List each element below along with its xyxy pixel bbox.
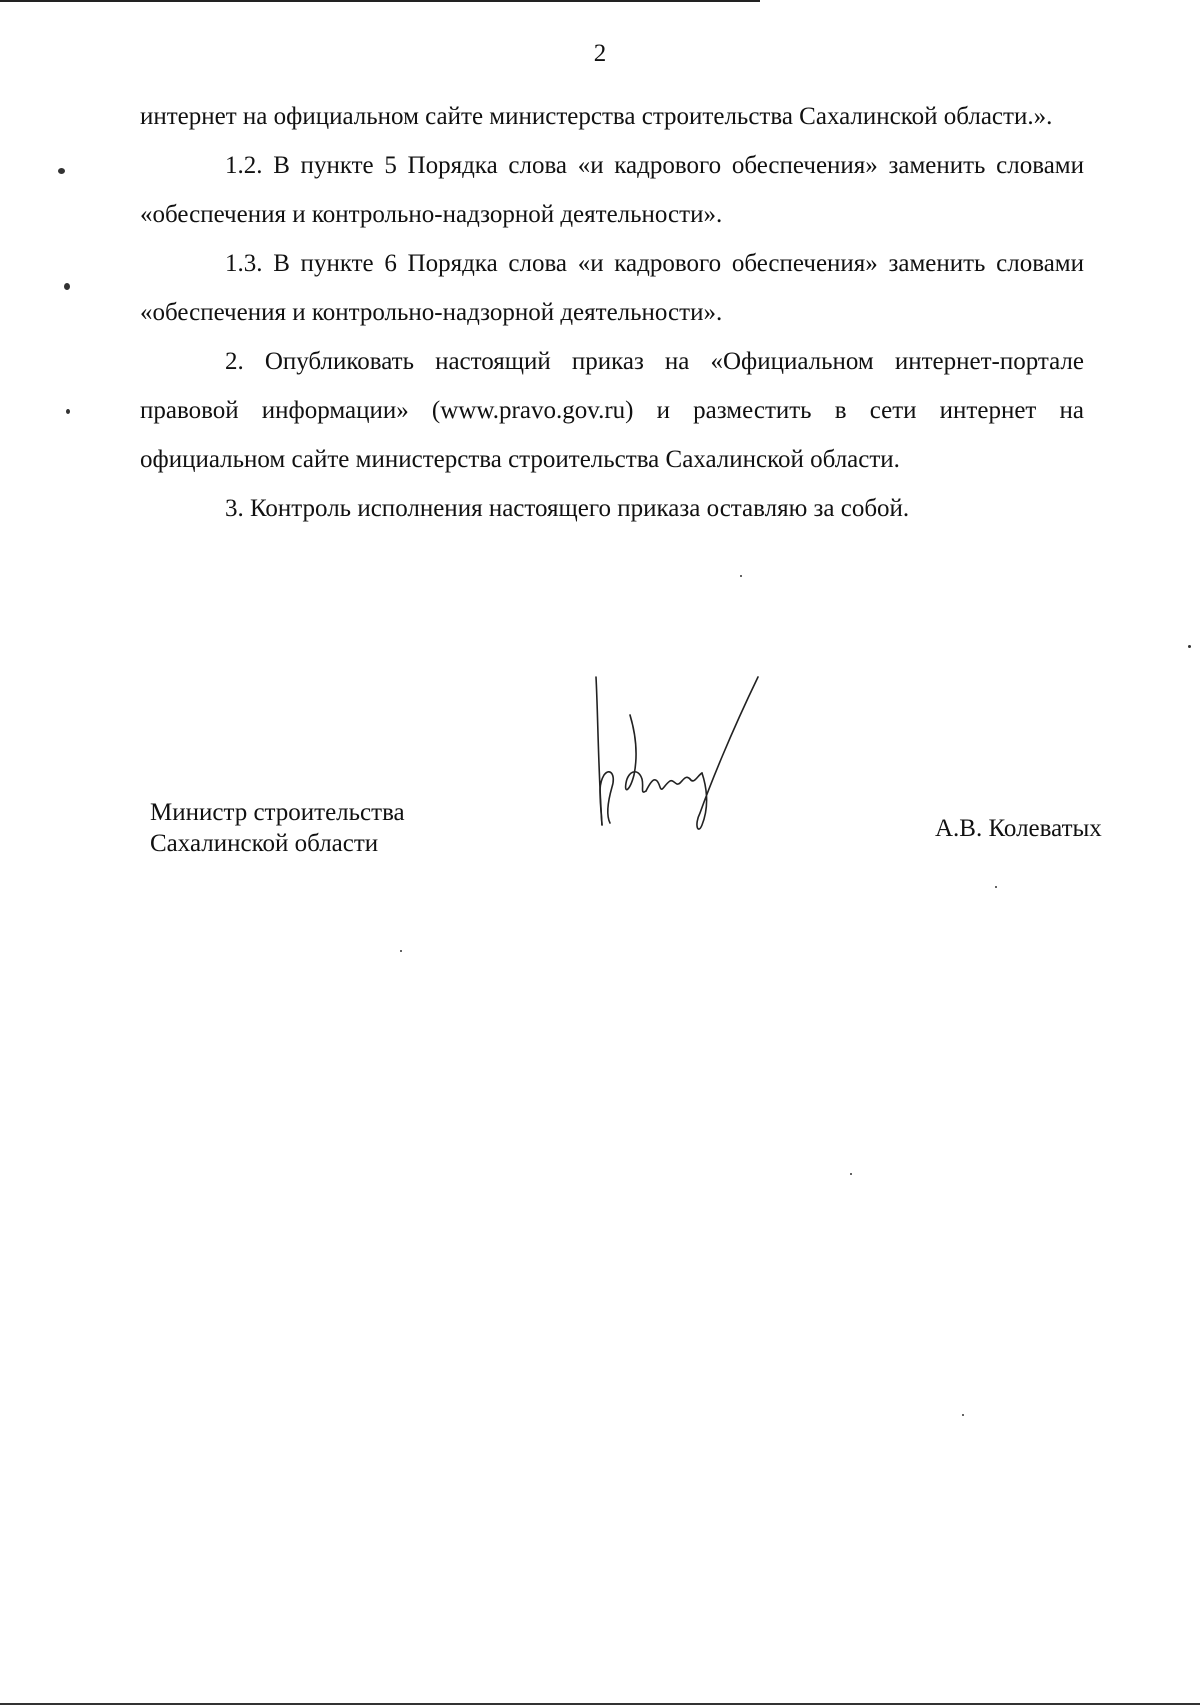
signatory-name: А.В. Колеватых [935,815,1102,842]
signatory-position [150,797,405,859]
scan-speck [58,168,65,174]
scan-speck [740,575,742,577]
scan-speck [850,1173,852,1175]
paragraph-item-1-2: 1.2. В пункте 5 Порядка слова «и кадрового обеспечения» заменить словами «обеспечения и контрольно-надзорной деятельности». [140,152,1084,228]
handwritten-signature-icon [590,675,770,845]
scan-speck [1188,645,1191,648]
scan-edge-top [0,0,760,2]
scan-edge-bottom [0,1703,1200,1705]
scan-speck [995,886,997,888]
page-number: 2 [593,40,607,67]
scan-speck [400,950,402,952]
paragraph-item-2: 2. Опубликовать настоящий приказ на «Официальном интернет-портале правовой информации» (www.pravo.gov.ru) и разместить в сети интернет на официальном сайте министерства строительства Сахалинской области. [140,348,1084,473]
paragraph-continuation: интернет на официальном сайте министерства строительства Сахалинской области.». [140,103,1053,130]
scan-speck [962,1414,964,1416]
position-line-2: Сахалинской области [150,830,379,857]
paragraph-item-1-3: 1.3. В пункте 6 Порядка слова «и кадрового обеспечения» заменить словами «обеспечения и контрольно-надзорной деятельности». [140,250,1084,326]
scan-speck [66,409,70,414]
paragraph-item-3: 3. Контроль исполнения настоящего приказа оставляю за собой. [225,495,910,522]
position-line-1: Министр строительства [150,799,405,826]
document-body [140,92,1084,533]
scan-speck [64,283,70,290]
